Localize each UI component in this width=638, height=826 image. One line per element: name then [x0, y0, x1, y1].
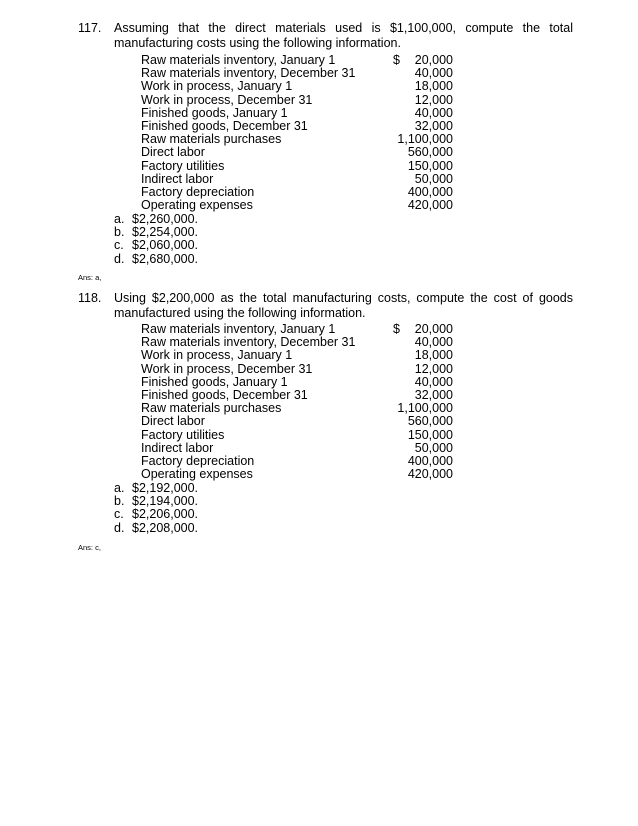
table-row — [141, 80, 453, 93]
row-value: 12,000 — [414, 92, 453, 107]
row-value: 560,000 — [407, 145, 453, 160]
answer-key: Ans: a, — [78, 273, 102, 282]
table-row — [141, 173, 453, 186]
row-value: 40,000 — [414, 374, 453, 389]
row-label: Raw materials inventory, January 1 — [141, 53, 336, 67]
row-value: 40,000 — [414, 335, 453, 350]
row-value: 18,000 — [414, 348, 453, 363]
row-label: Direct labor — [141, 145, 205, 160]
question-text: Assuming that the direct materials used is $1,100,000, compute the total manufacturing costs using the following information. — [114, 21, 573, 50]
row-label: Work in process, December 31 — [141, 361, 313, 376]
row-label: Finished goods, January 1 — [141, 105, 288, 120]
table-row — [141, 468, 453, 481]
row-value: 560,000 — [407, 414, 453, 429]
choice-letter: c. — [114, 238, 124, 253]
answer-choice — [114, 253, 198, 266]
row-value: 20,000 — [414, 322, 453, 336]
table-row — [141, 146, 453, 159]
row-label: Raw materials inventory, December 31 — [141, 335, 356, 350]
answer-choices — [114, 213, 198, 266]
table-row — [141, 94, 453, 107]
choice-letter: d. — [114, 251, 125, 266]
row-value: 420,000 — [407, 198, 453, 213]
row-label: Factory utilities — [141, 158, 225, 173]
question-number: 118. — [78, 291, 102, 305]
row-label: Raw materials purchases — [141, 132, 282, 147]
row-value: 32,000 — [414, 118, 453, 133]
table-row — [141, 376, 453, 389]
choice-text: $2,194,000. — [132, 494, 199, 509]
row-label: Finished goods, December 31 — [141, 118, 308, 133]
row-value: 50,000 — [414, 171, 453, 186]
row-label: Operating expenses — [141, 467, 253, 482]
row-label: Operating expenses — [141, 198, 253, 213]
table-row — [141, 429, 453, 442]
row-label: Factory depreciation — [141, 453, 255, 468]
row-label: Raw materials inventory, December 31 — [141, 66, 356, 81]
row-label: Finished goods, December 31 — [141, 387, 308, 402]
table-row — [141, 415, 453, 428]
row-value: 32,000 — [414, 387, 453, 402]
row-value: 20,000 — [414, 53, 453, 67]
row-value: 1,100,000 — [397, 401, 453, 416]
choice-text: $2,680,000. — [132, 251, 199, 266]
row-value: 40,000 — [414, 66, 453, 81]
choice-text: $2,254,000. — [132, 225, 199, 240]
choice-letter: c. — [114, 507, 124, 522]
cost-data-table — [141, 323, 453, 481]
answer-choices — [114, 482, 198, 535]
row-value: 420,000 — [407, 467, 453, 482]
row-value: 40,000 — [414, 105, 453, 120]
choice-letter: a. — [114, 212, 125, 226]
row-label: Indirect labor — [141, 171, 214, 186]
answer-choice — [114, 522, 198, 535]
row-label: Work in process, January 1 — [141, 79, 293, 94]
choice-letter: d. — [114, 520, 125, 535]
cost-data-table — [141, 54, 453, 212]
row-value: 400,000 — [407, 453, 453, 468]
question-number: 117. — [78, 21, 102, 35]
row-value: 50,000 — [414, 440, 453, 455]
table-row — [141, 107, 453, 120]
currency-symbol: $ — [393, 322, 400, 336]
row-value: 400,000 — [407, 184, 453, 199]
row-value: 12,000 — [414, 361, 453, 376]
row-label: Factory utilities — [141, 427, 225, 442]
row-value: 150,000 — [407, 427, 453, 442]
currency-symbol: $ — [393, 53, 400, 67]
row-label: Direct labor — [141, 414, 205, 429]
choice-letter: b. — [114, 225, 125, 240]
table-row — [141, 363, 453, 376]
row-label: Work in process, January 1 — [141, 348, 293, 363]
row-value: 18,000 — [414, 79, 453, 94]
table-row — [141, 349, 453, 362]
row-label: Work in process, December 31 — [141, 92, 313, 107]
table-row — [141, 442, 453, 455]
choice-text: $2,260,000. — [132, 212, 199, 226]
question-text: Using $2,200,000 as the total manufacturing costs, compute the cost of goods manufactured using the following information. — [114, 291, 573, 320]
choice-letter: a. — [114, 481, 125, 495]
choice-text: $2,208,000. — [132, 520, 199, 535]
table-row — [141, 199, 453, 212]
row-label: Raw materials inventory, January 1 — [141, 322, 336, 336]
answer-key: Ans: c, — [78, 543, 101, 552]
choice-text: $2,060,000. — [132, 238, 199, 253]
choice-text: $2,206,000. — [132, 507, 199, 522]
choice-text: $2,192,000. — [132, 481, 199, 495]
choice-letter: b. — [114, 494, 125, 509]
table-row — [141, 160, 453, 173]
row-value: 1,100,000 — [397, 132, 453, 147]
row-label: Factory depreciation — [141, 184, 255, 199]
row-value: 150,000 — [407, 158, 453, 173]
row-label: Indirect labor — [141, 440, 214, 455]
row-label: Raw materials purchases — [141, 401, 282, 416]
row-label: Finished goods, January 1 — [141, 374, 288, 389]
